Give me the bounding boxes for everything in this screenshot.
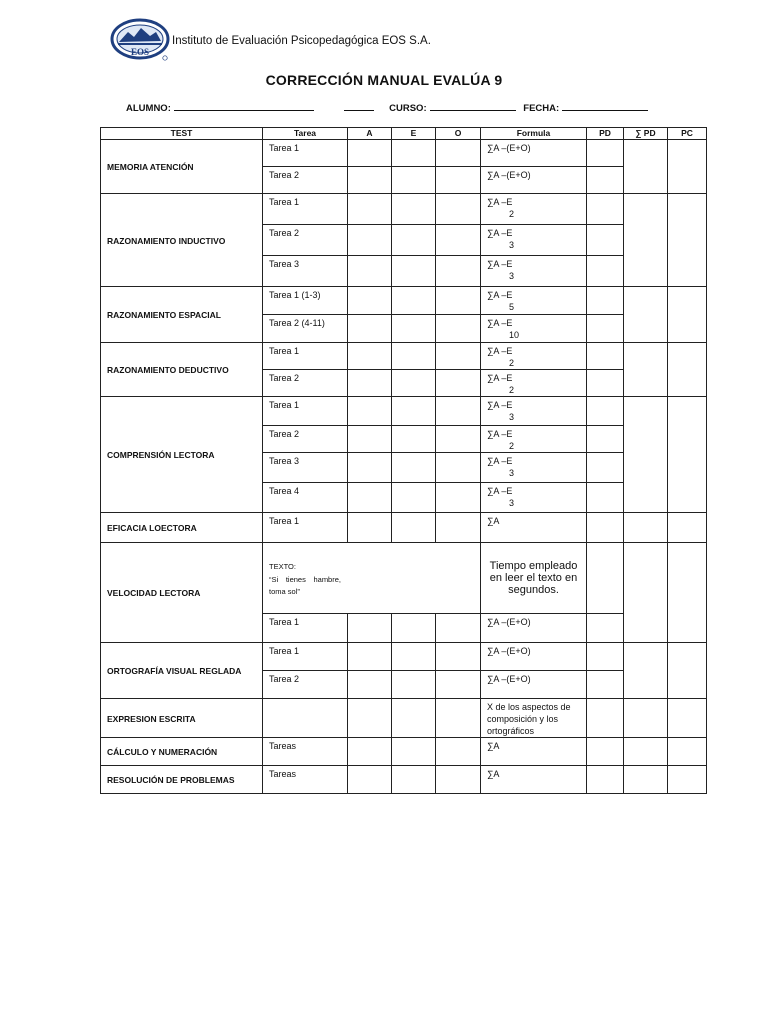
o-cell[interactable] [436, 194, 481, 225]
sum-pd-cell[interactable] [624, 287, 668, 343]
sum-pd-cell[interactable] [624, 397, 668, 513]
o-cell[interactable] [436, 287, 481, 315]
e-cell[interactable] [392, 614, 436, 643]
pc-cell[interactable] [668, 766, 707, 794]
pc-cell[interactable] [668, 738, 707, 766]
pd-cell[interactable] [587, 453, 624, 483]
a-cell[interactable] [348, 766, 392, 794]
table-row [101, 643, 707, 671]
e-cell[interactable] [392, 483, 436, 513]
formula-cell [481, 483, 587, 513]
formula-text: ∑A –E [487, 486, 513, 496]
test-name: CÁLCULO Y NUMERACIÓN [101, 738, 263, 766]
test-name: RAZONAMIENTO INDUCTIVO [101, 194, 263, 287]
column-header: PD [587, 128, 624, 140]
o-cell[interactable] [436, 453, 481, 483]
a-cell[interactable] [348, 287, 392, 315]
sum-pd-cell[interactable] [624, 766, 668, 794]
sum-pd-cell[interactable] [624, 513, 668, 543]
a-cell[interactable] [348, 453, 392, 483]
student-info-line [126, 101, 651, 114]
formula-text: ∑A –E [487, 318, 513, 328]
pc-cell[interactable] [668, 343, 707, 397]
pc-cell[interactable] [668, 643, 707, 699]
curso-label: CURSO: [389, 103, 427, 114]
o-cell[interactable] [436, 483, 481, 513]
alumno-field[interactable] [174, 101, 314, 111]
column-header: E [392, 128, 436, 140]
formula-cell [481, 426, 587, 453]
table-row [101, 738, 707, 766]
e-cell[interactable] [392, 738, 436, 766]
column-header: Tarea [263, 128, 348, 140]
e-cell[interactable] [392, 167, 436, 194]
test-name: EXPRESION ESCRITA [101, 699, 263, 738]
formula-cell [481, 315, 587, 343]
o-cell[interactable] [436, 140, 481, 167]
formula-text: ∑A –E [487, 456, 513, 466]
tarea-cell: Tareas [263, 738, 348, 766]
e-cell[interactable] [392, 426, 436, 453]
correction-table [100, 127, 707, 794]
formula-cell [481, 513, 587, 543]
tiempo-cell: Tiempo empleado en leer el texto en segundos. [481, 543, 587, 614]
pd-cell[interactable] [587, 513, 624, 543]
sum-pd-cell[interactable] [624, 543, 668, 643]
sum-pd-cell[interactable] [624, 140, 668, 194]
pd-cell[interactable] [587, 699, 624, 738]
tarea-cell: Tarea 1 [263, 194, 348, 225]
pc-cell[interactable] [668, 287, 707, 343]
test-name: RESOLUCIÓN DE PROBLEMAS [101, 766, 263, 794]
tarea-cell: Tarea 1 [263, 643, 348, 671]
logo-text: EOS [130, 47, 150, 57]
o-cell[interactable] [436, 225, 481, 256]
e-cell[interactable] [392, 194, 436, 225]
table-row [101, 140, 707, 167]
e-cell[interactable] [392, 343, 436, 370]
pd-cell[interactable] [587, 225, 624, 256]
pc-cell[interactable] [668, 397, 707, 513]
formula-text: ∑A –E [487, 228, 513, 238]
o-cell[interactable] [436, 256, 481, 287]
a-cell[interactable] [348, 397, 392, 426]
test-name: COMPRENSIÓN LECTORA [101, 397, 263, 513]
test-name: RAZONAMIENTO DEDUCTIVO [101, 343, 263, 397]
formula-text: ∑A [487, 516, 500, 526]
o-cell[interactable] [436, 315, 481, 343]
formula-cell [481, 643, 587, 671]
a-cell[interactable] [348, 738, 392, 766]
formula-text: ∑A –E [487, 259, 513, 269]
formula-cell [481, 738, 587, 766]
a-cell[interactable] [348, 140, 392, 167]
pc-cell[interactable] [668, 194, 707, 287]
pd-cell[interactable] [587, 483, 624, 513]
formula-cell [481, 167, 587, 194]
a-cell[interactable] [348, 256, 392, 287]
tarea-cell [263, 699, 348, 738]
formula-cell [481, 140, 587, 167]
e-cell[interactable] [392, 140, 436, 167]
pd-cell[interactable] [587, 140, 624, 167]
column-header: PC [668, 128, 707, 140]
o-cell[interactable] [436, 766, 481, 794]
formula-cell [481, 766, 587, 794]
formula-cell [481, 397, 587, 426]
formula-text: ∑A –E [487, 373, 513, 383]
table-row [101, 513, 707, 543]
a-cell[interactable] [348, 671, 392, 699]
texto-body: “Si tienes hambre, toma sol” [269, 574, 341, 596]
tarea-cell: Tarea 1 [263, 397, 348, 426]
test-name: RAZONAMIENTO ESPACIAL [101, 287, 263, 343]
a-cell[interactable] [348, 513, 392, 543]
tarea-cell: Tarea 2 [263, 370, 348, 397]
column-header: O [436, 128, 481, 140]
curso-field[interactable] [430, 101, 516, 111]
blank-field[interactable] [344, 101, 374, 111]
tarea-cell: Tarea 1 [263, 343, 348, 370]
formula-divisor: 2 [509, 441, 515, 451]
formula-text: ∑A –E [487, 346, 513, 356]
o-cell[interactable] [436, 513, 481, 543]
pc-cell[interactable] [668, 543, 707, 643]
institute-name: Instituto de Evaluación Psicopedagógica EOS S.A. [172, 35, 431, 47]
pd-cell[interactable] [587, 167, 624, 194]
formula-divisor: 3 [509, 271, 515, 281]
tarea-cell: Tarea 3 [263, 453, 348, 483]
pc-cell[interactable] [668, 513, 707, 543]
formula-cell [481, 614, 587, 643]
a-cell[interactable] [348, 614, 392, 643]
texto-label: TEXTO: [269, 561, 296, 571]
column-header: TEST [101, 128, 263, 140]
sum-pd-cell[interactable] [624, 343, 668, 397]
alumno-label: ALUMNO: [126, 103, 171, 114]
e-cell[interactable] [392, 315, 436, 343]
formula-cell [481, 671, 587, 699]
formula-text: ∑A [487, 741, 500, 751]
fecha-field[interactable] [562, 101, 648, 111]
tarea-cell: Tarea 1 [263, 513, 348, 543]
formula-divisor: 5 [509, 302, 515, 312]
formula-cell [481, 287, 587, 315]
a-cell[interactable] [348, 643, 392, 671]
formula-divisor: 3 [509, 498, 515, 508]
texto-cell [263, 543, 481, 614]
pd-cell[interactable] [587, 426, 624, 453]
e-cell[interactable] [392, 643, 436, 671]
e-cell[interactable] [392, 397, 436, 426]
formula-text: ∑A –E [487, 400, 513, 410]
tarea-cell: Tarea 2 [263, 225, 348, 256]
e-cell[interactable] [392, 513, 436, 543]
formula-cell [481, 225, 587, 256]
table-row [101, 287, 707, 315]
a-cell[interactable] [348, 194, 392, 225]
pd-cell[interactable] [587, 397, 624, 426]
tarea-cell: Tarea 2 [263, 426, 348, 453]
a-cell[interactable] [348, 167, 392, 194]
page-title: CORRECCIÓN MANUAL EVALÚA 9 [265, 72, 503, 88]
fecha-label: FECHA: [523, 103, 560, 114]
pc-cell[interactable] [668, 699, 707, 738]
tarea-cell: Tarea 1 (1-3) [263, 287, 348, 315]
formula-text: ∑A –E [487, 429, 513, 439]
sum-pd-cell[interactable] [624, 194, 668, 287]
o-cell[interactable] [436, 614, 481, 643]
sum-pd-cell[interactable] [624, 643, 668, 699]
a-cell[interactable] [348, 370, 392, 397]
pd-cell[interactable] [587, 370, 624, 397]
o-cell[interactable] [436, 343, 481, 370]
sum-pd-cell[interactable] [624, 699, 668, 738]
pd-cell[interactable] [587, 315, 624, 343]
pc-cell[interactable] [668, 140, 707, 194]
formula-divisor: 2 [509, 209, 515, 219]
test-name: EFICACIA LOECTORA [101, 513, 263, 543]
e-cell[interactable] [392, 287, 436, 315]
table-row [101, 397, 707, 426]
pd-cell[interactable] [587, 287, 624, 315]
column-header: A [348, 128, 392, 140]
e-cell[interactable] [392, 370, 436, 397]
e-cell[interactable] [392, 256, 436, 287]
formula-divisor: 2 [509, 385, 515, 395]
sum-pd-cell[interactable] [624, 738, 668, 766]
pd-cell[interactable] [587, 766, 624, 794]
e-cell[interactable] [392, 225, 436, 256]
pd-cell[interactable] [587, 643, 624, 671]
o-cell[interactable] [436, 370, 481, 397]
tarea-cell: Tarea 2 (4-11) [263, 315, 348, 343]
tarea-cell: Tarea 2 [263, 167, 348, 194]
o-cell[interactable] [436, 167, 481, 194]
a-cell[interactable] [348, 315, 392, 343]
formula-cell [481, 453, 587, 483]
a-cell[interactable] [348, 426, 392, 453]
o-cell[interactable] [436, 671, 481, 699]
column-header: Formula [481, 128, 587, 140]
table-row [101, 343, 707, 370]
e-cell[interactable] [392, 453, 436, 483]
o-cell[interactable] [436, 397, 481, 426]
test-name: VELOCIDAD LECTORA [101, 543, 263, 643]
formula-divisor: 2 [509, 358, 515, 368]
table-row [101, 699, 707, 738]
pd-cell[interactable] [587, 671, 624, 699]
pd-cell[interactable] [587, 543, 624, 614]
pd-cell[interactable] [587, 194, 624, 225]
formula-cell [481, 194, 587, 225]
tarea-cell: Tarea 3 [263, 256, 348, 287]
formula-text: ∑A –(E+O) [487, 617, 531, 627]
o-cell[interactable] [436, 699, 481, 738]
table-row [101, 194, 707, 225]
test-name: MEMORIA ATENCIÓN [101, 140, 263, 194]
table-header [101, 128, 707, 140]
table-row [101, 543, 707, 614]
tarea-cell: Tareas [263, 766, 348, 794]
a-cell[interactable] [348, 699, 392, 738]
formula-text: ∑A –(E+O) [487, 143, 531, 153]
formula-divisor: 3 [509, 468, 515, 478]
pd-cell[interactable] [587, 343, 624, 370]
e-cell[interactable] [392, 699, 436, 738]
tarea-cell: Tarea 4 [263, 483, 348, 513]
a-cell[interactable] [348, 225, 392, 256]
formula-text: ∑A –(E+O) [487, 170, 531, 180]
formula-text: ∑A –(E+O) [487, 646, 531, 656]
o-cell[interactable] [436, 738, 481, 766]
formula-text: ∑A –(E+O) [487, 674, 531, 684]
formula-divisor: 10 [509, 330, 520, 340]
column-header: ∑ PD [624, 128, 668, 140]
tarea-cell: Tarea 2 [263, 671, 348, 699]
formula-divisor: 3 [509, 240, 515, 250]
tarea-cell: Tarea 1 [263, 140, 348, 167]
test-name: ORTOGRAFÍA VISUAL REGLADA [101, 643, 263, 699]
formula-text: X de los aspectos de composición y los ortográficos [487, 702, 571, 736]
pd-cell[interactable] [587, 614, 624, 643]
formula-text: ∑A [487, 769, 500, 779]
formula-cell [481, 343, 587, 370]
formula-text: ∑A –E [487, 290, 513, 300]
formula-cell [481, 370, 587, 397]
o-cell[interactable] [436, 426, 481, 453]
o-cell[interactable] [436, 643, 481, 671]
formula-cell [481, 256, 587, 287]
formula-cell [481, 699, 587, 738]
e-cell[interactable] [392, 671, 436, 699]
tarea-cell: Tarea 1 [263, 614, 348, 643]
e-cell[interactable] [392, 766, 436, 794]
a-cell[interactable] [348, 483, 392, 513]
formula-divisor: 3 [509, 412, 515, 422]
table-row [101, 766, 707, 794]
a-cell[interactable] [348, 343, 392, 370]
pd-cell[interactable] [587, 738, 624, 766]
formula-text: ∑A –E [487, 197, 513, 207]
eos-logo [110, 18, 170, 62]
pd-cell[interactable] [587, 256, 624, 287]
